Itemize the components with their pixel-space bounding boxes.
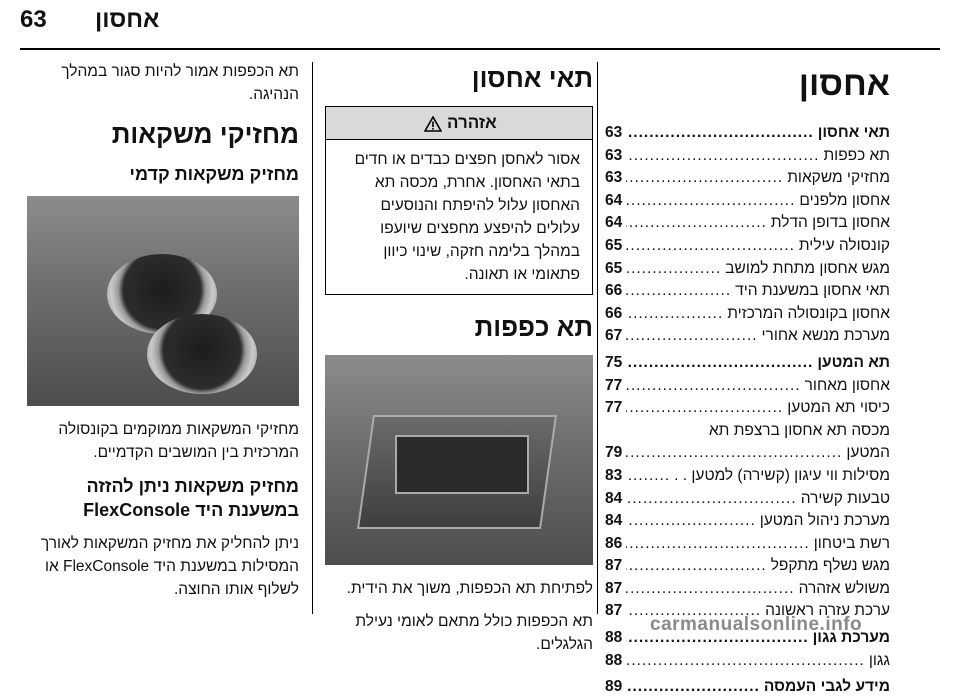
toc-entry[interactable] — [605, 650, 890, 673]
toc-entry[interactable] — [605, 420, 890, 443]
toc-entry-title: מערכת ניהול המטען — [759, 512, 890, 530]
toc-dot-leader — [626, 533, 809, 556]
toc-entry[interactable] — [605, 578, 890, 601]
toc-entry-title: מערכת מנשא אחורי — [761, 327, 890, 345]
toc-dot-leader — [626, 650, 865, 673]
toc-dot-leader — [626, 303, 723, 326]
toc-entry-page: 66 — [605, 304, 623, 322]
toc-heading: אחסון — [798, 65, 890, 103]
toc-dot-leader — [626, 510, 756, 533]
cupholders-column — [27, 60, 299, 611]
toc-entry[interactable] — [605, 510, 890, 533]
toc-entry-page: 64 — [605, 191, 623, 209]
warning-box — [325, 106, 593, 295]
glovebox-closed-note: תא הכפפות אמור להיות סגור במהלך הנהיגה. — [61, 63, 299, 103]
cupholder-photo — [27, 196, 299, 406]
toc-entry-page: 66 — [605, 282, 623, 300]
subheading-flexconsole-cupholder: מחזיק משקאות ניתן להזזה במשענת היד FlexConsole — [83, 476, 299, 520]
toc-entry[interactable] — [605, 303, 890, 326]
section-heading-storage: תאי אחסון — [471, 63, 593, 93]
subheading-front-cupholder: מחזיק משקאות קדמי — [129, 164, 299, 184]
warning-text: אסור לאחסן חפצים כבדים או חדים בתאי האחסון. אחרת, מכסה תא האחסון עלול להיפתח והנוסעים עלולים להיפצע מחפצים שיועפו במהלך בלימה חזקה, שינוי כיוון פתאומי או תאונה. — [354, 151, 580, 283]
toc-entry-title: מידע לגבי העמסה — [763, 678, 890, 696]
toc-entry[interactable] — [605, 555, 890, 578]
toc-dot-leader — [626, 352, 813, 375]
toc-entry-page: 63 — [605, 124, 623, 141]
column-divider — [312, 62, 313, 614]
toc-entry[interactable] — [605, 352, 890, 375]
toc-dot-leader — [626, 488, 796, 511]
toc-entry-title: אחסון בקונסולה המרכזית — [727, 304, 890, 322]
section-heading-cupholders: מחזיקי משקאות — [111, 119, 299, 149]
toc-entry[interactable] — [605, 676, 890, 699]
toc-entry-page: 75 — [605, 353, 623, 371]
toc-entry-page: 67 — [605, 327, 623, 345]
toc-entry-title: כיסוי תא המטען — [787, 399, 890, 417]
glovebox-photo — [325, 355, 593, 565]
toc-entry[interactable] — [605, 235, 890, 258]
toc-entry-title: מחזיקי משקאות — [787, 169, 890, 187]
toc-entry[interactable] — [605, 167, 890, 190]
column-divider — [597, 62, 598, 614]
toc-dot-leader — [626, 578, 794, 601]
page-number: 63 — [20, 6, 47, 33]
flexconsole-text: ניתן להחליק את מחזיק המשקאות לאורך המסילות במשענת היד FlexConsole או לשלוף אותו החוצה. — [40, 535, 299, 598]
toc-entry-page: 86 — [605, 534, 623, 552]
toc-entry-page: 77 — [605, 376, 623, 394]
section-heading-glovebox: תא כפפות — [474, 312, 593, 342]
toc-entry-title: מסילות ווי עיגון (קשירה) למטען . . — [674, 466, 890, 484]
toc-list — [605, 122, 890, 699]
toc-entry[interactable] — [605, 325, 890, 348]
toc-entry-title: מגש נשלף מתקפל — [770, 557, 890, 575]
toc-entry[interactable] — [605, 122, 890, 145]
toc-entry-page: 88 — [605, 651, 623, 669]
toc-dot-leader — [626, 676, 760, 699]
toc-dot-leader — [626, 280, 731, 303]
toc-entry[interactable] — [605, 212, 890, 235]
toc-entry-page: 65 — [605, 236, 623, 254]
toc-entry-title: מכסה תא אחסון ברצפת תא — [708, 421, 890, 439]
cupholder-caption: מחזיקי המשקאות ממוקמים בקונסולה המרכזית בין המושבים הקדמיים. — [58, 421, 299, 461]
warning-header — [326, 107, 592, 140]
toc-dot-leader — [626, 167, 783, 190]
toc-entry-page: 83 — [605, 466, 623, 484]
toc-entry[interactable] — [605, 145, 890, 168]
warning-triangle-icon — [424, 116, 442, 132]
toc-entry[interactable] — [605, 280, 890, 303]
toc-entry-page: 79 — [605, 444, 623, 462]
glovebox-caption-adapter: תא הכפפות כולל מתאם לאומי נעילת הגלגלים. — [355, 613, 593, 653]
toc-dot-leader — [626, 397, 783, 420]
toc-entry-page: 64 — [605, 214, 623, 232]
storage-column — [325, 60, 593, 666]
toc-dot-leader — [626, 465, 670, 488]
toc-dot-leader — [626, 212, 767, 235]
toc-entry-title: רשת ביטחון — [813, 534, 890, 552]
toc-dot-leader — [626, 190, 795, 213]
toc-dot-leader — [626, 145, 819, 168]
toc-dot-leader — [626, 122, 813, 145]
warning-title: אזהרה — [447, 113, 497, 132]
toc-entry-page: 84 — [605, 489, 623, 507]
toc-entry-title: אחסון מלפנים — [799, 191, 890, 209]
toc-entry-page: 63 — [605, 146, 623, 164]
toc-entry-title: טבעות קשירה — [800, 489, 890, 507]
toc-entry-title: משולש אזהרה — [798, 579, 890, 597]
toc-entry-page: 87 — [605, 579, 623, 597]
cupholder-rear — [147, 314, 257, 394]
glovebox-caption-open: לפתיחת תא הכפפות, משוך את הידית. — [346, 580, 593, 597]
toc-entry[interactable] — [605, 375, 890, 398]
toc-entry[interactable] — [605, 533, 890, 556]
toc-entry[interactable] — [605, 465, 890, 488]
toc-entry-page: 84 — [605, 512, 623, 530]
toc-entry-page: 65 — [605, 259, 623, 277]
toc-dot-leader — [626, 258, 721, 281]
watermark: carmanualsonline.info — [650, 614, 863, 635]
toc-entry[interactable] — [605, 258, 890, 281]
toc-entry-page: 87 — [605, 557, 623, 575]
toc-entry[interactable] — [605, 442, 890, 465]
toc-entry-title: תא המטען — [817, 353, 890, 371]
toc-dot-leader — [626, 555, 766, 578]
toc-entry-title: מערכת גגון — [812, 629, 890, 647]
toc-entry-title: תאי אחסון במשענת היד — [735, 282, 890, 300]
toc-entry-title: תאי אחסון — [817, 124, 890, 141]
toc-entry[interactable] — [605, 488, 890, 511]
glovebox-cavity — [395, 435, 529, 494]
toc-entry-title: קונסולה עילית — [798, 236, 890, 254]
toc-dot-leader — [626, 375, 800, 398]
header-rule — [20, 48, 940, 50]
toc-entry-page: 88 — [605, 629, 623, 647]
toc-entry-page: 77 — [605, 399, 623, 417]
toc-entry-page: 89 — [605, 678, 623, 696]
toc-entry-title: ערכת עזרה ראשונה — [765, 602, 890, 620]
toc-entry-title: אחסון מאחור — [804, 376, 890, 394]
toc-entry-page: 87 — [605, 602, 623, 620]
toc-entry-title: אחסון בדופן הדלת — [770, 214, 890, 232]
header-title: אחסון — [95, 6, 160, 33]
page-header — [0, 0, 960, 52]
toc-entry-page: 63 — [605, 169, 623, 187]
toc-dot-leader — [626, 442, 842, 465]
toc-entry-title: המטען — [846, 444, 890, 462]
toc-entry[interactable] — [605, 397, 890, 420]
toc-entry-title: גגון — [868, 651, 890, 669]
toc-dot-leader — [626, 325, 757, 348]
toc-column — [605, 60, 890, 699]
toc-dot-leader — [626, 235, 795, 258]
toc-entry-title: מגש אחסון מתחת למושב — [725, 259, 890, 277]
toc-entry-title: תא כפפות — [823, 146, 890, 164]
toc-entry[interactable] — [605, 190, 890, 213]
